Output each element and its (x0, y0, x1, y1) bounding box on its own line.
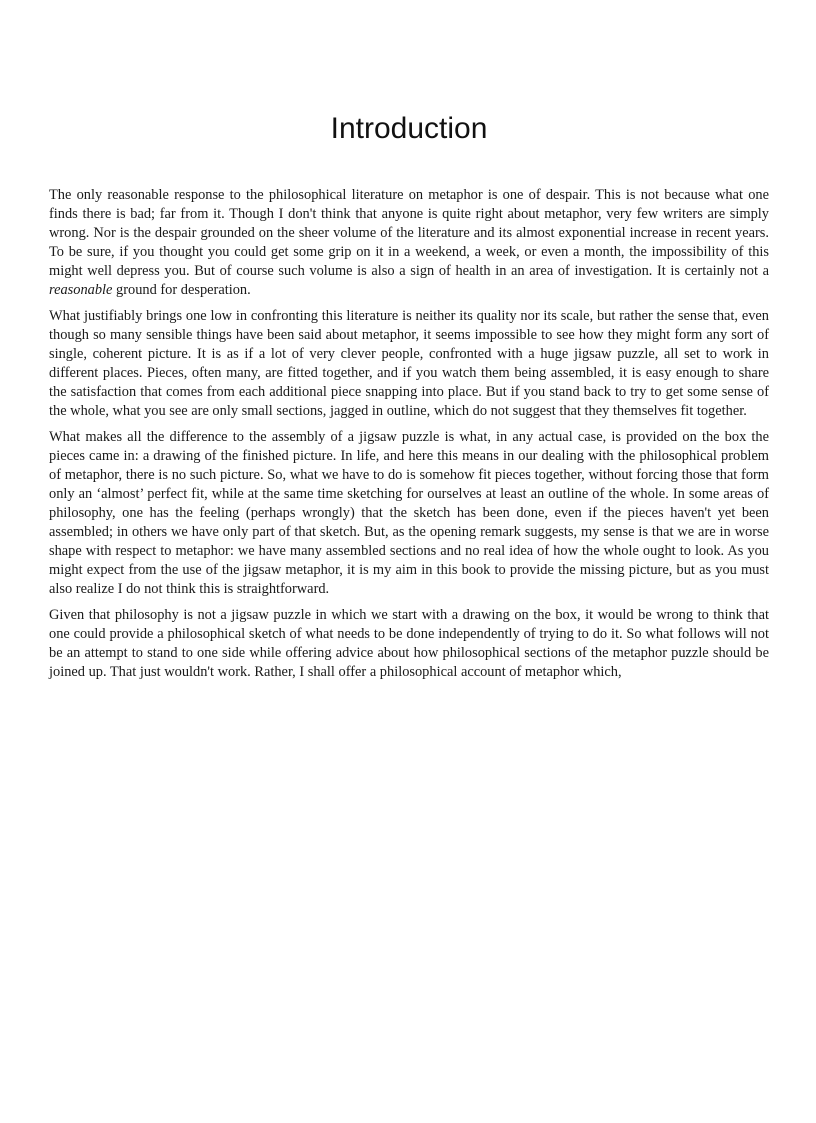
paragraph-1-tail: ground for desperation. (112, 282, 251, 298)
document-body (49, 186, 769, 682)
paragraph-1-emphasis: reasonable (49, 282, 113, 298)
document-page (49, 0, 769, 689)
paragraph-2: What justifiably brings one low in confronting this literature is neither its quality nor its scale, but rather the sense that, even though so many sensible things have been said about metaphor, it seems impossible to see how they might form any sort of single, coherent picture. It is as if a lot of very clever people, confronted with a huge jigsaw puzzle, all set to work in different places. Pieces, often many, are fitted together, and if you watch them being assembled, it is easy enough to share the satisfaction that comes from each additional piece snapping into place. But if you stand back to try to get some sense of the whole, what you see are only small sections, jagged in outline, which do not suggest that they themselves fit together. (49, 308, 769, 419)
paragraph-1-text: The only reasonable response to the philosophical literature on metaphor is one of despair. This is not because what one finds there is bad; far from it. Though I don't think that anyone is quite right about metaphor, very few writers are simply wrong. Nor is the despair grounded on the sheer volume of the literature and its almost exponential increase in recent years. To be sure, if you thought you could get some grip on it in a weekend, a week, or even a month, the impossibility of this might well depress you. But of course such volume is also a sign of health in an area of investigation. It is certainly not a (49, 187, 769, 279)
paragraph-3: What makes all the difference to the assembly of a jigsaw puzzle is what, in any actual case, is provided on the box the pieces came in: a drawing of the finished picture. In life, and here this means in our dealing with the philosophical problem of metaphor, there is no such picture. So, what we have to do is somehow fit pieces together, without forcing those that form only an ‘almost’ perfect fit, while at the same time sketching for ourselves at least an outline of the whole. In some areas of philosophy, one has the feeling (perhaps wrongly) that the sketch has been done, even if the pieces haven't yet been assembled; in others we have only part of that sketch. But, as the opening remark suggests, my sense is that we are in worse shape with respect to metaphor: we have many assembled sections and no real idea of how the whole ought to look. As you might expect from the use of the jigsaw metaphor, it is my aim in this book to provide the missing picture, but as you must also realize I do not think this is straightforward. (49, 429, 769, 597)
page-title: Introduction (330, 112, 488, 145)
paragraph-1 (49, 186, 769, 300)
paragraph-4: Given that philosophy is not a jigsaw puzzle in which we start with a drawing on the box, it would be wrong to think that one could provide a philosophical sketch of what needs to be done independently of trying to do it. So what follows will not be an attempt to stand to one side while offering advice about how philosophical sections of the metaphor puzzle should be joined up. That just wouldn't work. Rather, I shall offer a philosophical account of metaphor which, (49, 607, 769, 680)
